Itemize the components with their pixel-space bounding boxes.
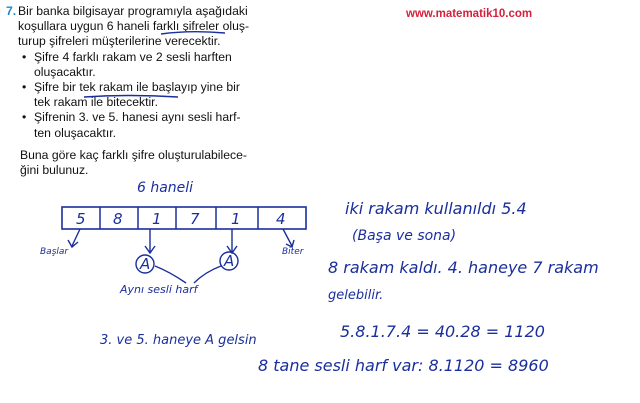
condition-line: oluşacaktır. [34,64,96,79]
note-line: 8 rakam kaldı. 4. haneye 7 rakam [328,258,599,277]
cell-value: 5 [76,210,86,228]
intro-line: turup şifreleri müşterilerine verecektir. [18,34,221,49]
arrow-start [68,229,80,247]
note-line: 8 tane sesli harf var: 8.1120 = 8960 [258,356,549,375]
prompt-line: Buna göre kaç farklı şifre oluşturulabilece- [20,147,247,162]
same-vowel-label: Aynı sesli harf [120,283,198,296]
circled-letter: A [224,252,235,270]
prompt-line: ğini bulunuz. [20,163,89,178]
intro-line: koşullara uygun 6 haneli farklı şifreler oluş- [18,19,249,34]
note-line: 3. ve 5. haneye A gelsin [100,333,257,348]
note-line: iki rakam kullanıldı 5.4 [345,199,527,218]
question-number: 7. [6,4,17,18]
condition-line: tek rakam ile bitecektir. [34,95,158,110]
connector-curve [194,266,221,283]
circled-letter: A [140,255,151,273]
password-box [62,207,306,229]
cell-value: 1 [152,210,162,228]
intro-line: Bir banka bilgisayar programıyla aşağıdaki [18,4,248,18]
note-line: 5.8.1.7.4 = 40.28 = 1120 [340,322,545,341]
note-line: (Başa ve sona) [352,228,457,244]
condition-line: • Şifrenin 3. ve 5. hanesi aynı sesli harf- [34,110,241,125]
arrow-end [283,229,294,247]
condition-line: • Şifre bir tek rakam ile başlayıp yine bir [34,80,240,95]
box-title: 6 haneli [137,180,194,196]
start-label: Başlar [40,247,69,257]
underline-mark [161,32,225,34]
cell-value: 8 [113,210,123,228]
website-watermark: www.matematik10.com [406,8,533,20]
condition-line: ten oluşacaktır. [34,125,116,140]
connector-curve [155,266,186,283]
cell-value: 7 [190,210,200,228]
end-label: Biter [282,247,304,257]
arrow-fifth [227,229,237,253]
cell-value: 4 [276,210,286,228]
underline-mark [84,96,178,98]
cell-value: 1 [231,210,241,228]
condition-line: • Şifre 4 farklı rakam ve 2 sesli harften [34,49,232,64]
arrow-third [145,229,155,253]
note-line: gelebilir. [328,288,384,303]
